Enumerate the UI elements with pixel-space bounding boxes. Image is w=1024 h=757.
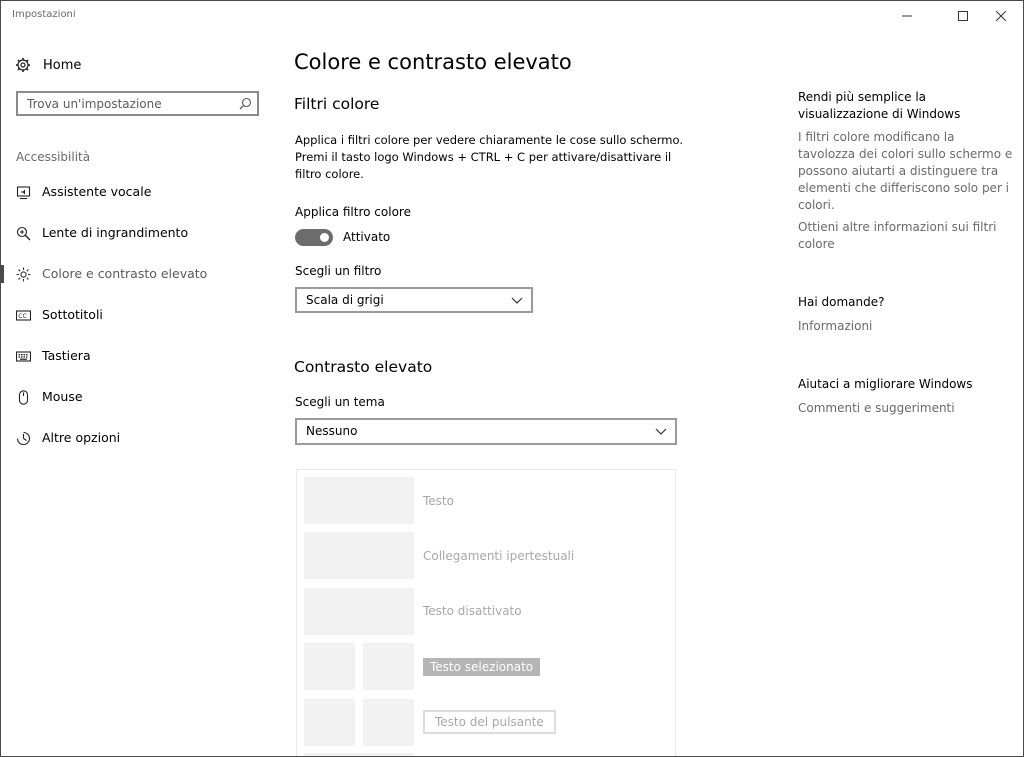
color-filters-description: Applica i filtri colore per vedere chiaramente le cose sullo schermo. Premi il tasto logo Windows + CTRL + C per attivare/disattivare il filtro colore.	[295, 133, 683, 181]
questions-title: Hai domande?	[798, 295, 885, 309]
maximize-icon	[958, 11, 968, 21]
sidebar-item-label: Colore e contrasto elevato	[42, 266, 208, 281]
color-filters-heading: Filtri colore	[294, 95, 380, 113]
help-link[interactable]: Ottieni altre informazioni sui filtri colore	[798, 220, 997, 251]
window-title: Impostazioni	[12, 9, 76, 20]
color-filter-toggle[interactable]	[295, 229, 333, 246]
color-swatch-disabled	[304, 588, 414, 635]
sidebar-item-narrator[interactable]	[1, 178, 263, 206]
sidebar-item-captions[interactable]	[1, 301, 263, 329]
magnifier-icon	[16, 226, 31, 241]
chevron-down-icon	[511, 297, 523, 305]
theme-dropdown-value: Nessuno	[306, 424, 358, 438]
filter-dropdown[interactable]	[295, 287, 533, 313]
theme-dropdown[interactable]	[295, 418, 677, 445]
sidebar-item-label: Mouse	[42, 389, 83, 404]
color-swatch-button-bg	[304, 699, 355, 746]
toggle-state-text: Attivato	[343, 230, 391, 244]
sidebar-item-label: Lente di ingrandimento	[42, 225, 189, 240]
gear-icon	[15, 57, 31, 73]
color-swatch-text	[304, 477, 414, 524]
filter-label: Scegli un filtro	[295, 264, 382, 278]
title-bar	[1, 1, 1023, 31]
nav-home[interactable]	[15, 54, 245, 76]
close-icon	[996, 11, 1006, 21]
sidebar-item-magnifier[interactable]	[1, 219, 263, 247]
preview-text: Testo	[423, 494, 454, 508]
narrator-icon	[16, 185, 31, 200]
other-options-icon	[16, 431, 31, 446]
minimize-button[interactable]	[884, 1, 930, 31]
search-input[interactable]	[18, 93, 237, 114]
filter-dropdown-value: Scala di grigi	[306, 293, 384, 307]
color-swatch-selected-bg	[304, 643, 355, 690]
color-swatch-button-fg	[363, 699, 414, 746]
search-icon[interactable]	[239, 97, 252, 110]
preview-selected-text: Testo selezionato	[423, 658, 540, 676]
help-title: Rendi più semplice la visualizzazione di Windows	[798, 90, 961, 121]
chevron-down-icon	[655, 428, 667, 436]
sidebar-item-keyboard[interactable]	[1, 342, 263, 370]
close-button[interactable]	[978, 1, 1024, 31]
toggle-label: Applica filtro colore	[295, 205, 411, 219]
feedback-link[interactable]: Commenti e suggerimenti	[798, 401, 955, 415]
color-swatch-partial	[304, 753, 414, 757]
minimize-icon	[902, 11, 912, 21]
sidebar-item-color-contrast[interactable]	[1, 260, 263, 288]
active-indicator	[1, 265, 4, 283]
color-swatch-selected-fg	[363, 643, 414, 690]
theme-label: Scegli un tema	[295, 395, 385, 409]
brightness-icon	[16, 267, 31, 282]
page-title: Colore e contrasto elevato	[294, 50, 572, 74]
sidebar-section-label: Accessibilità	[16, 150, 91, 164]
search-box[interactable]	[16, 91, 259, 116]
nav-home-label: Home	[43, 57, 82, 73]
sidebar-item-mouse[interactable]	[1, 383, 263, 411]
preview-hyperlinks: Collegamenti ipertestuali	[423, 549, 575, 563]
sidebar-item-label: Assistente vocale	[42, 184, 152, 199]
preview-button-text: Testo del pulsante	[423, 710, 556, 734]
info-link[interactable]: Informazioni	[798, 319, 873, 333]
mouse-icon	[16, 390, 31, 405]
improve-title: Aiutaci a migliorare Windows	[798, 377, 973, 391]
sidebar-item-label: Sottotitoli	[42, 307, 103, 322]
sidebar-item-label: Tastiera	[42, 348, 91, 363]
color-swatch-hyperlinks	[304, 532, 414, 579]
svg-text:CC: CC	[18, 313, 27, 320]
closed-captions-icon	[16, 308, 31, 323]
sidebar-item-label: Altre opzioni	[42, 430, 121, 445]
preview-disabled-text: Testo disattivato	[423, 604, 522, 618]
help-text: I filtri colore modificano la tavolozza dei colori sullo schermo e possono aiutarti a distinguere tra elementi che differiscono solo per i colori.	[798, 130, 1013, 212]
toggle-knob	[320, 233, 329, 242]
high-contrast-heading: Contrasto elevato	[294, 358, 433, 376]
sidebar-item-other-options[interactable]	[1, 424, 263, 452]
keyboard-icon	[16, 349, 31, 364]
